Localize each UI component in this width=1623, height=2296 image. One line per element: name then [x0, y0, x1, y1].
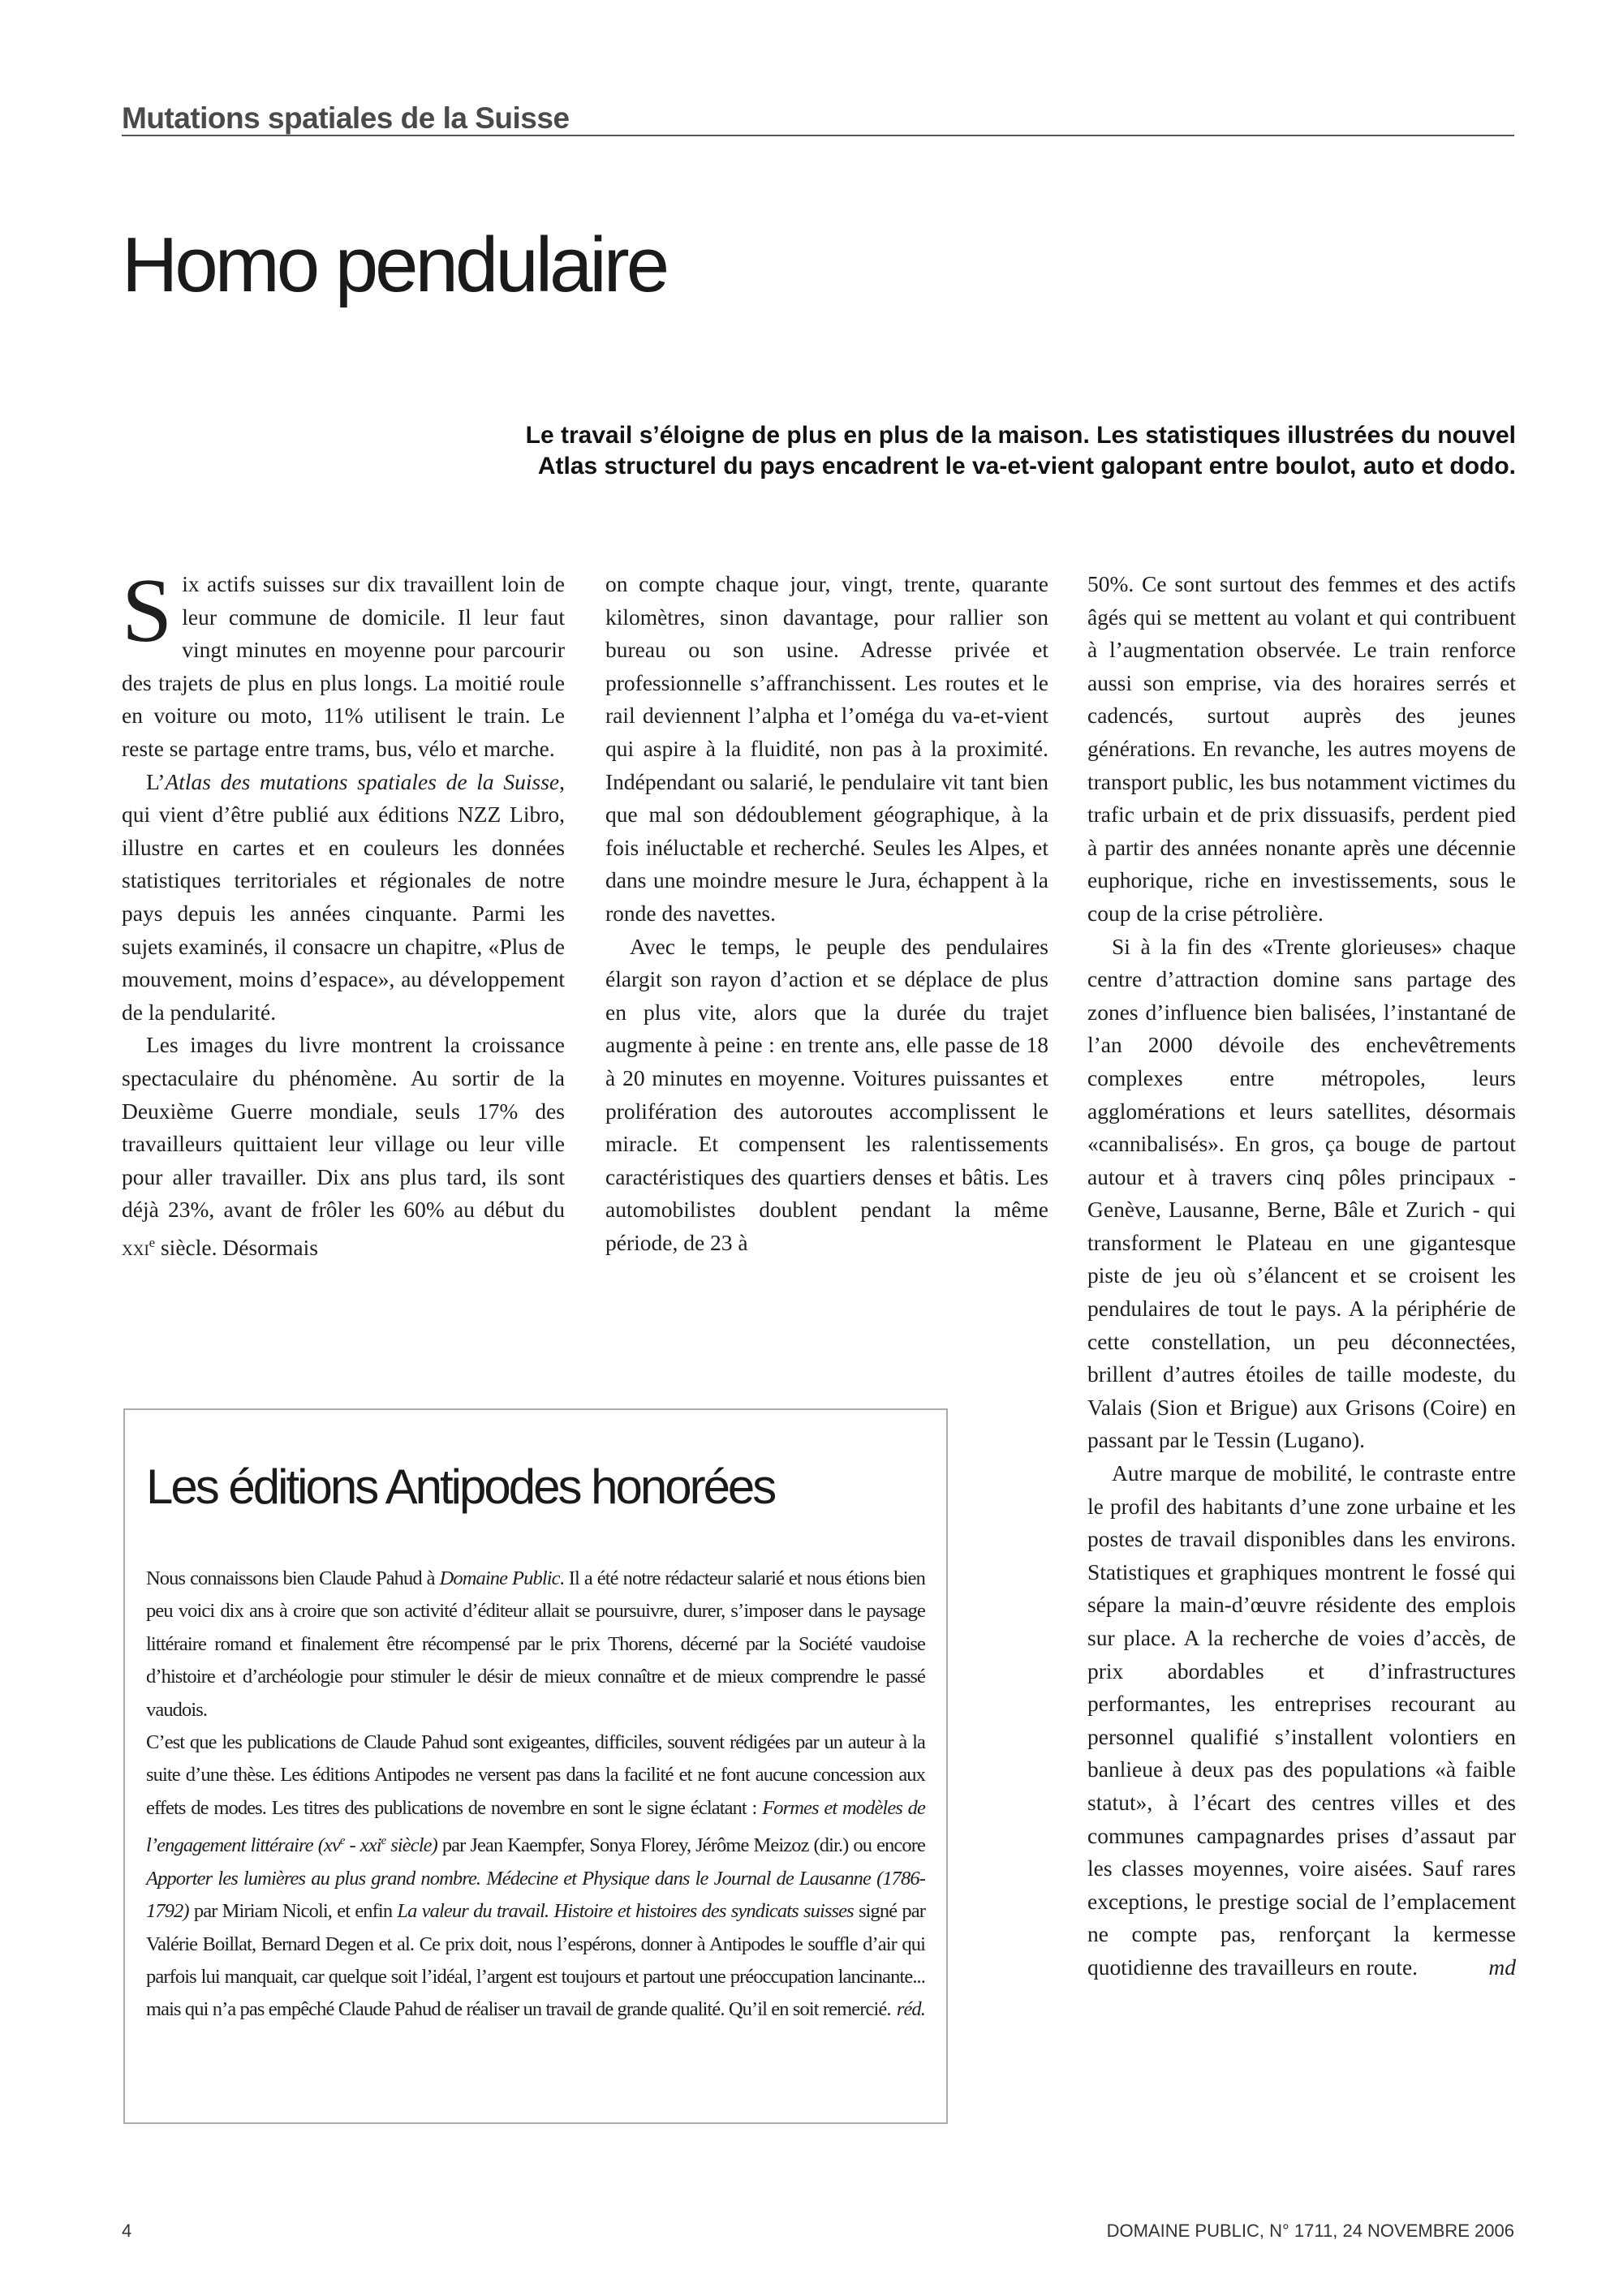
page-number: 4: [122, 2221, 132, 2241]
article-title: Homo pendulaire: [122, 221, 667, 308]
article-signature: md: [1488, 1954, 1516, 1980]
sidebar-paragraph: C’est que les publications de Claude Pahud sont exigeantes, difficiles, souvent rédigées par un auteur à la suite d’une thèse. Les éditions Antipodes ne versent pas dans la facilité et ne font aucune concession aux effets de modes. Les titres des publications de novembre en sont le signe éclatant : Formes et modèles de l’engagement littéraire ($xv^e - xxi^e$ siècle) par Jean Kaempfer, Sonya Florey, Jérôme Meizoz (dir.) ou encore Apporter les lumières au plus grand nombre. Médecine et Physique dans le Journal de Lausanne (1786-1792) par Miriam Nicoli, et enfin La valeur du travail. Histoire et histoires des syndicats suisses signé par Valérie Boillat, Bernard Degen et al. Ce prix doit, nous l’espérons, donner à Antipodes le souffle d’air qui parfois lui manquait, car quelque soit l’idéal, l’argent est toujours et partout une préoccupation lancinante... mais qui n’a pas empêché Claude Pahud de réaliser un travail de grande qualité. Qu’il en soit remercié. réd.: [146, 1726, 925, 2027]
article-paragraph-continued: on compte chaque jour, vingt, trente, quarante kilomètres, sinon davantage, pour rallier son bureau ou son usine. Adresse privée et professionnelle s’affranchissent. Les routes et le rail deviennent l’alpha et l’oméga du va-et-vient qui aspire à la fluidité, non pas à la proximité. Indépendant ou salarié, le pendulaire vit tant bien que mal son dédoublement géographique, à la fois inéluctable et recherché. Seules les Alpes, et dans une moindre mesure le Jura, échappent à la ronde des navettes.: [605, 571, 1048, 926]
lede-line-2: Atlas structurel du pays encadrent le va-et-vient galopant entre boulot, auto et dodo.: [537, 453, 1516, 479]
article-paragraph: Avec le temps, le peuple des pendulaires élargit son rayon d’action et se déplace de plus en plus vite, alors que la durée du trajet augmente à peine : en trente ans, elle passe de 18 à 20 minutes en moyenne. Voitures puissantes et prolifération des autoroutes accomplissent le miracle. Et compensent les ralentissements caractéristiques des quartiers denses et bâtis. Les automobilistes doublent pendant la même période, de 23 à: [605, 933, 1048, 1255]
article-paragraph: Si à la fin des «Trente glorieuses» chaque centre d’attraction domine sans partage des zones d’influence bien balisées, l’instantané de l’an 2000 dévoile des enchevêtrements complexes entre métropoles, leurs agglomérations et leurs satellites, désormais «cannibalisés». En gros, ça bouge de partout autour et à travers cinq pôles principaux - Genève, Lausanne, Berne, Bâle et Zurich - qui transforment le Plateau en une gigantesque piste de jeu où s’élancent et se croisent les pendulaires de tout le pays. A la périphérie de cette constellation, un peu déconnectées, brillent d’autres étoiles de taille modeste, du Valais (Sion et Brigue) aux Grisons (Coire) en passant par le Tessin (Lugano).: [1087, 933, 1516, 1453]
publication-footer: DOMAINE PUBLIC, N° 1711, 24 NOVEMBRE 2006: [1106, 2221, 1514, 2241]
article-column-2: [605, 568, 1048, 1259]
sidebar-box-body: [146, 1563, 925, 2027]
article-paragraph: Les images du livre montrent la croissance spectaculaire du phénomène. Au sortir de la Deuxième Guerre mondiale, seuls 17% des travailleurs quittaient leur village ou leur ville pour aller travailler. Dix ans plus tard, ils sont déjà 23%, avant de frôler les 60% au début du xxi$^e$ siècle. Désormais: [122, 1032, 565, 1261]
article-column-1: [122, 561, 565, 1265]
sidebar-paragraph: Nous connaissons bien Claude Pahud à Domaine Public. Il a été notre rédacteur salarié et nous étions bien peu voici dix ans à croire que son activité d’éditeur allait se poursuivre, durer, s’imposer dans le paysage littéraire romand et finalement être récompensé par le prix Thorens, décerné par la Société vaudoise d’histoire et d’archéologie pour stimuler le désir de mieux connaître et de mieux comprendre le passé vaudois.: [146, 1567, 925, 1721]
article-column-3: [1087, 568, 1516, 1984]
section-header: Mutations spatiales de la Suisse: [122, 102, 570, 135]
drop-cap: S: [122, 561, 173, 661]
lede-line-1: Le travail s’éloigne de plus en plus de la maison. Les statistiques illustrées du nouvel: [525, 422, 1516, 449]
sidebar-box-title: Les éditions Antipodes honorées: [146, 1460, 775, 1514]
article-paragraph-continued: 50%. Ce sont surtout des femmes et des actifs âgés qui se mettent au volant et qui contribuent à l’augmentation observée. Le train renforce aussi son emprise, via des horaires serrés et cadencés, surtout auprès des jeunes générations. En revanche, les autres moyens de transport public, les bus notamment victimes du trafic urbain et de prix dissuasifs, perdent pied à partir des années nonante après une décennie euphorique, riche en investissements, sous le coup de la crise pétrolière.: [1087, 571, 1516, 926]
sidebar-signature: réd.: [896, 1998, 925, 2021]
article-paragraph: Six actifs suisses sur dix travaillent loin de leur commune de domicile. Il leur faut vingt minutes en moyenne pour parcourir des trajets de plus en plus longs. La moitié roule en voiture ou moto, 11% utilisent le train. Le reste se partage entre trams, bus, vélo et marche.: [122, 561, 565, 761]
article-lede: [292, 420, 1516, 482]
header-rule: [122, 135, 1514, 136]
article-paragraph: Autre marque de mobilité, le contraste entre le profil des habitants d’une zone urbaine et les postes de travail disponibles dans les environs. Statistiques et graphiques montrent le fossé qui sépare la main-d’œuvre résidente des emplois sur place. A la recherche de voies d’accès, de prix abordables et d’infrastructures performantes, les entreprises recourant au personnel qualifié s’installent volontiers en banlieue à deux pas des populations «à faible statut», à l’écart des centres villes et des communes campagnardes prises d’assaut par les classes moyennes, voire aisées. Sauf rares exceptions, le prestige social de l’emplacement ne compte pas, renforçant la kermesse quotidienne des travailleurs en route. md: [1087, 1457, 1516, 1984]
article-paragraph: L’Atlas des mutations spatiales de la Suisse, qui vient d’être publié aux éditions NZZ Libro, illustre en cartes et en couleurs les données statistiques territoriales et régionales de notre pays depuis les années cinquante. Parmi les sujets examinés, il consacre un chapitre, «Plus de mouvement, moins d’espace», au développement de la pendularité.: [122, 768, 565, 1025]
